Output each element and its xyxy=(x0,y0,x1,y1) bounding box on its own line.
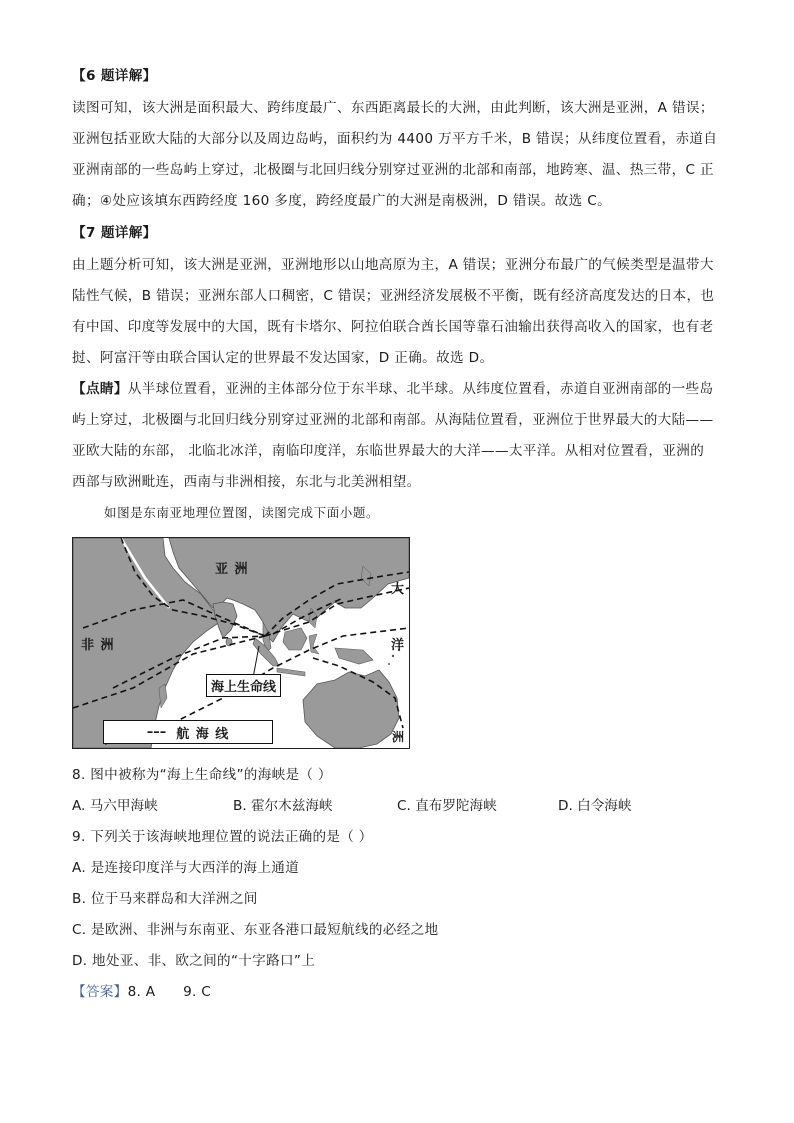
explanation7-heading: 【7 题详解】 xyxy=(72,225,157,241)
label-zhou: 洲 xyxy=(392,730,405,744)
question9-option-c: C. 是欧洲、非洲与东南亚、东亚各港口最短航线的必经之地 xyxy=(72,922,439,938)
pointer-line: 西部与欧洲毗连，西南与非洲相接，东北与北美洲相望。 xyxy=(72,474,421,490)
explanation6-line: 确；④处应该填东西跨经度 160 多度，跨经度最广的大洲是南极洲，D 错误。故选 C。 xyxy=(72,193,612,209)
explanation6-heading: 【6 题详解】 xyxy=(72,68,157,84)
australia-landmass xyxy=(303,670,399,748)
question8-stem: 8. 图中被称为“海上生命线”的海峡是（ ） xyxy=(72,767,332,783)
question9-stem: 9. 下列关于该海峡地理位置的说法正确的是（ ） xyxy=(72,829,373,845)
pointer-line: 亚欧大陆的东部， 北临北冰洋，南临印度洋，东临世界最大的大洋——太平洋。从相对位置看，亚洲的 xyxy=(72,443,705,459)
answer-text: 8. A 9. C xyxy=(127,984,212,1000)
label-yang: 洋 xyxy=(391,638,405,653)
explanation6-line: 亚洲包括亚欧大陆的大部分以及周边岛屿，面积约为 4400 万平方千米，B 错误；从纬度位置看，赤道自 xyxy=(72,131,718,147)
legend-dash-symbol: ––– xyxy=(146,724,167,740)
pointer-heading: 【点睛】 xyxy=(72,381,128,397)
explanation7-line: 挝、阿富汗等由联合国认定的世界最不发达国家，D 正确。故选 D。 xyxy=(72,350,494,366)
explanation7-line: 由上题分析可知，该大洲是亚洲，亚洲地形以山地高原为主，A 错误；亚洲分布最广的气候类型是温带大 xyxy=(72,257,714,273)
label-africa: 非 洲 xyxy=(81,638,115,653)
explanation6-line: 亚洲南部的一些岛屿上穿过，北极圈与北回归线分别穿过亚洲的北部和南部，地跨寒、温、热三带，C 正 xyxy=(72,162,714,178)
legend-label: 航 海 线 xyxy=(176,726,230,742)
question8-option-b: B. 霍尔木兹海峡 xyxy=(233,798,333,814)
map-legend xyxy=(103,720,273,744)
pointer-line-first xyxy=(72,379,722,399)
southeast-asia-map xyxy=(72,537,410,749)
label-da: 大 xyxy=(391,582,405,597)
question8-option-c: C. 直布罗陀海峡 xyxy=(397,798,497,814)
question8-option-a: A. 马六甲海峡 xyxy=(72,798,158,814)
question-intro: 如图是东南亚地理位置图，读图完成下面小题。 xyxy=(104,505,380,520)
pointer-line: 从半球位置看，亚洲的主体部分位于东半球、北半球。从纬度位置看，赤道自亚洲南部的一些岛 xyxy=(127,381,714,397)
explanation6-line: 读图可知，该大洲是面积最大、跨纬度最广、东西距离最长的大洲，由此判断，该大洲是亚洲，A 错误； xyxy=(72,100,714,116)
answer-label: 【答案】 xyxy=(72,984,128,1000)
question9-option-a: A. 是连接印度洋与大西洋的海上通道 xyxy=(72,860,300,876)
label-asia: 亚 洲 xyxy=(215,562,249,577)
question9-option-d: D. 地处亚、非、欧之间的“十字路口”上 xyxy=(72,953,316,969)
question8-option-d: D. 白令海峡 xyxy=(558,798,632,814)
callout-sea-lifeline: 海上生命线 xyxy=(206,674,281,697)
question9-option-b: B. 位于马来群岛和大洋洲之间 xyxy=(72,891,258,907)
explanation7-line: 有中国、印度等发展中的大国，既有卡塔尔、阿拉伯联合酋长国等靠石油输出获得高收入的国家，也有老 xyxy=(72,319,714,335)
pointer-line: 屿上穿过，北极圈与北回归线分别穿过亚洲的北部和南部。从海陆位置看，亚洲位于世界最大的大陆—— xyxy=(72,412,714,428)
answer-line xyxy=(72,982,211,1002)
explanation7-line: 陆性气候，B 错误；亚洲东部人口稠密，C 错误；亚洲经济发展极不平衡，既有经济高度发达的日本，也 xyxy=(72,288,715,304)
